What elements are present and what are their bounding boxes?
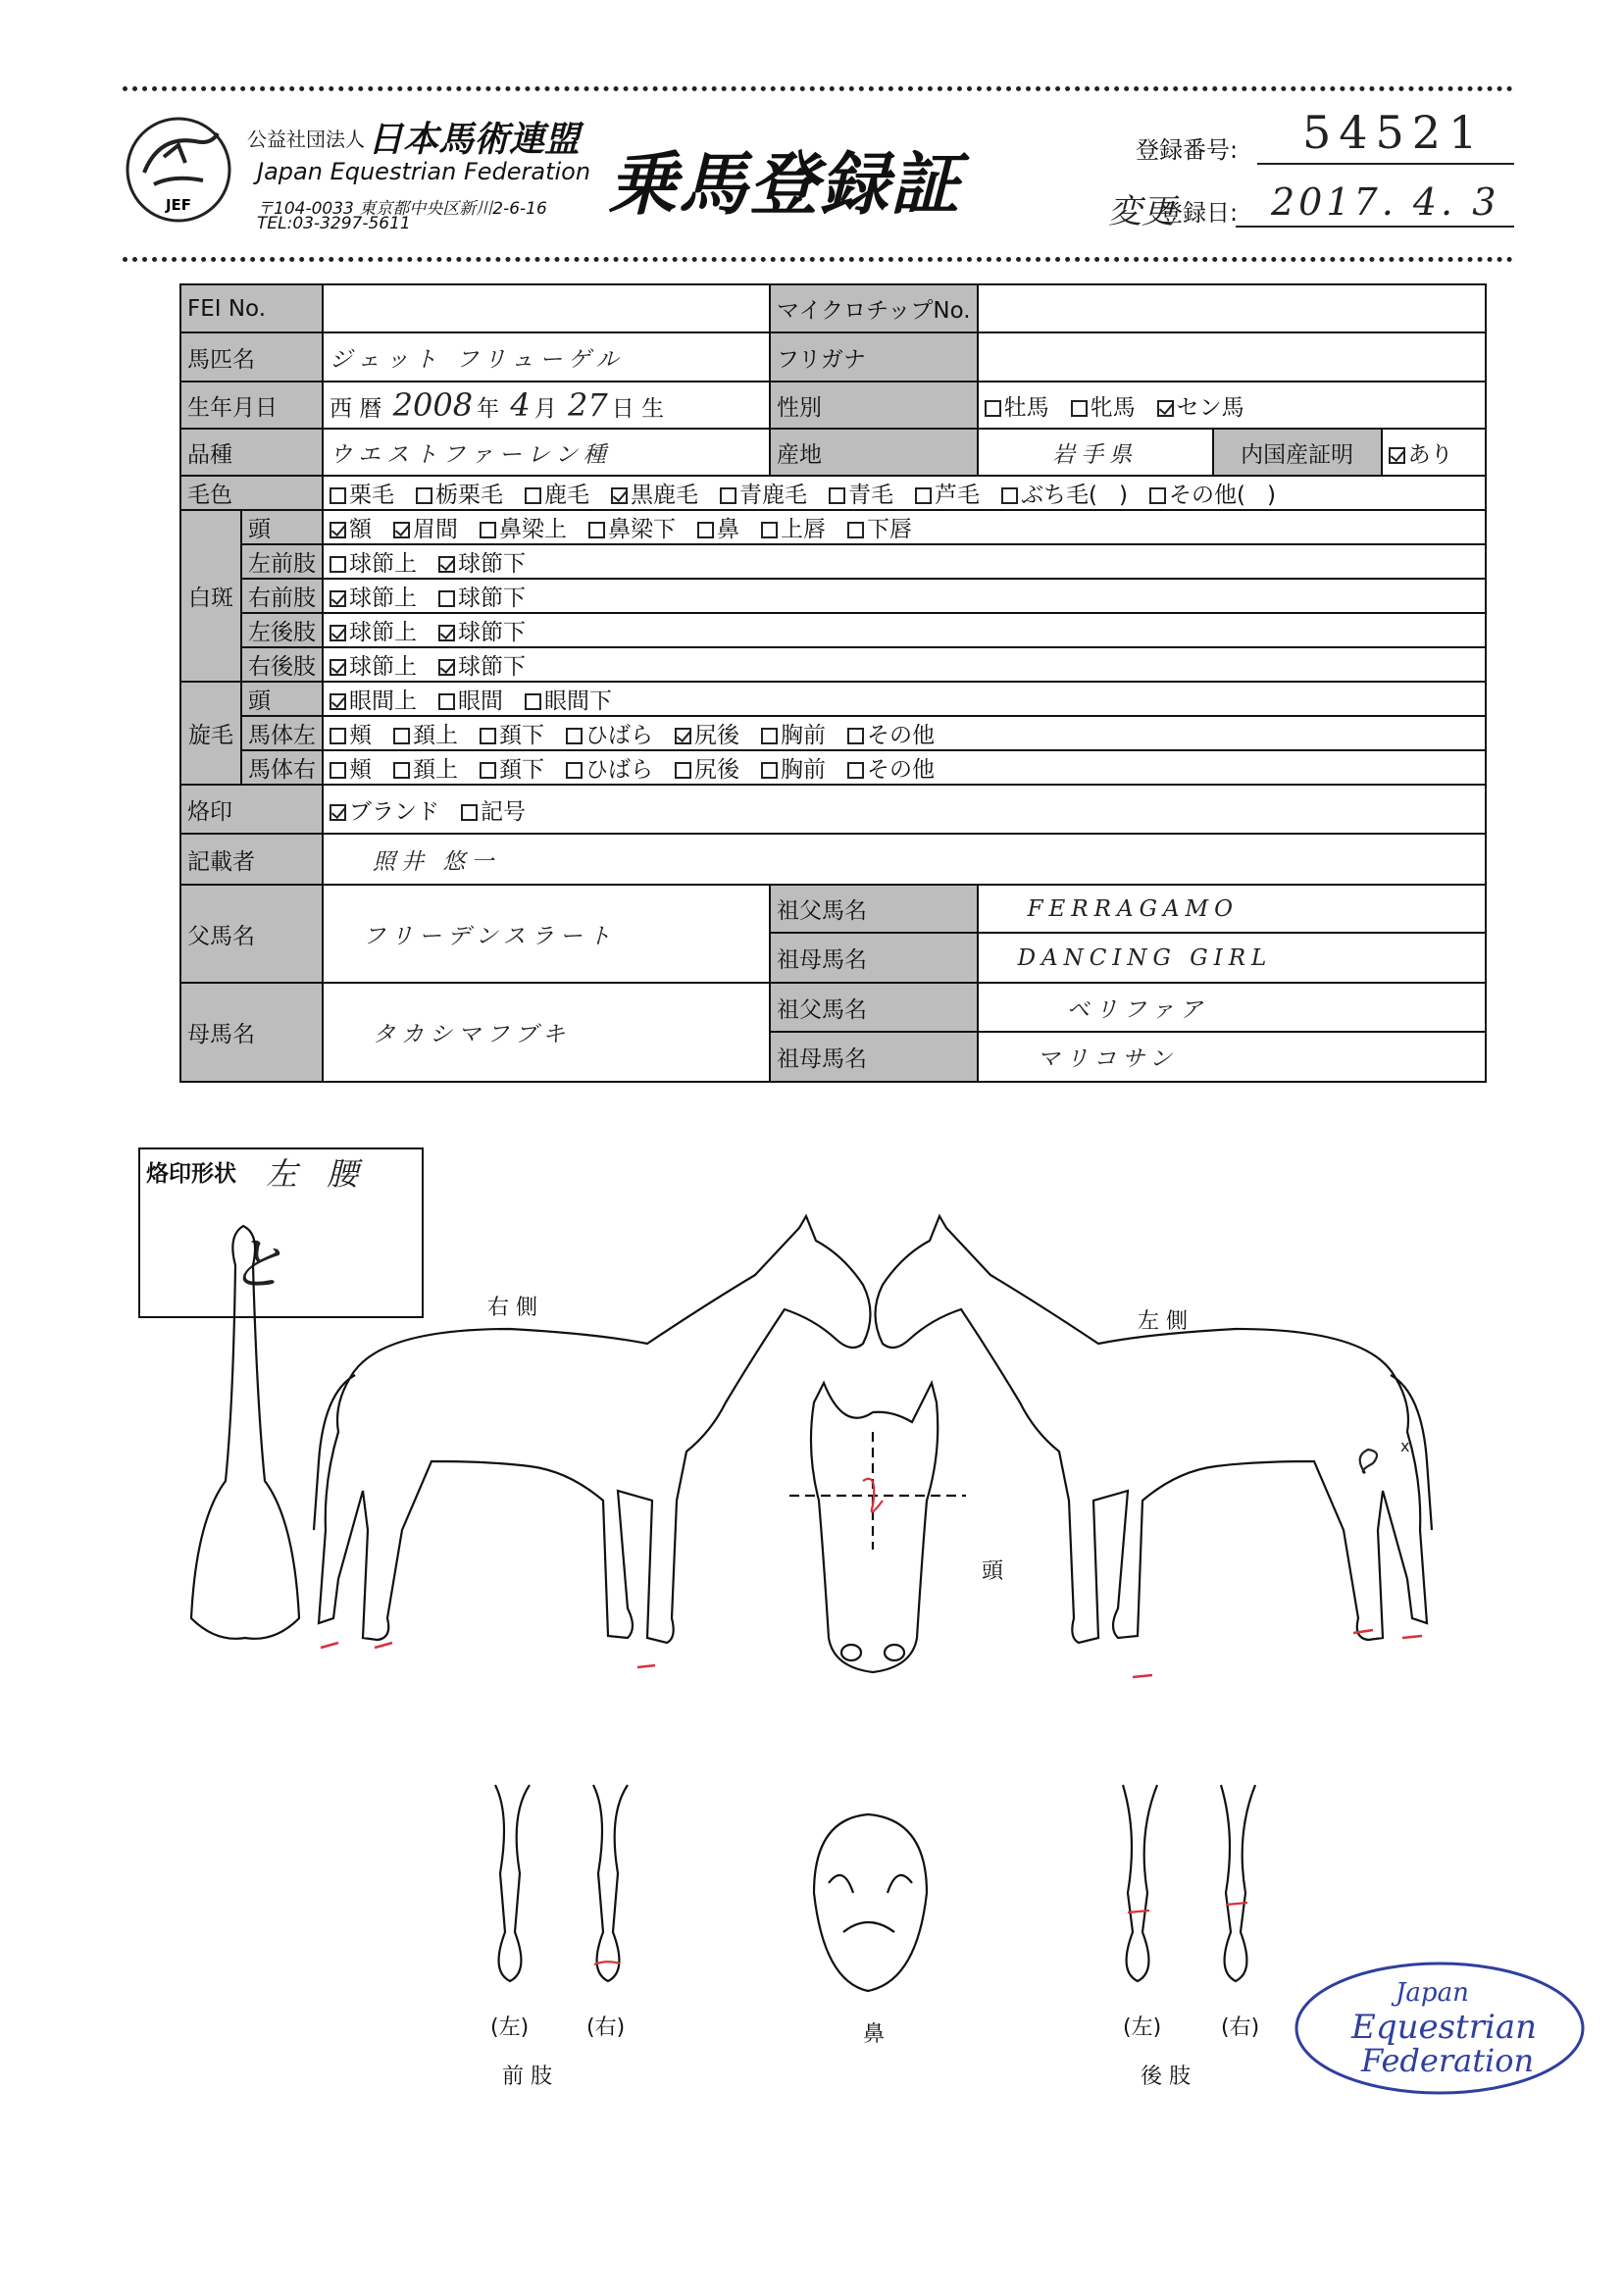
row-white-rh: [180, 647, 1486, 682]
brand-shape-position: 左 腰: [266, 1155, 369, 1193]
name-value[interactable]: ジェット フリューゲル: [323, 332, 770, 382]
sex-option-2[interactable]: [1157, 395, 1244, 421]
whorl-2-option-label: 頚下: [499, 757, 544, 783]
whorl-1-option-4[interactable]: [675, 723, 739, 748]
color-option-label: 青鹿毛: [739, 483, 807, 508]
dam-value[interactable]: タカシマフブキ: [323, 983, 770, 1082]
label-hind-left: (左): [1123, 2015, 1162, 2040]
leg-markings: [321, 1630, 1422, 1677]
whorl-1-option-label: 胸前: [781, 723, 826, 748]
white-0-option-6[interactable]: [847, 517, 912, 542]
whorl-part-2: 馬体右: [241, 750, 323, 785]
white-0-option-label: 眉間: [413, 517, 458, 542]
color-checkbox-0[interactable]: [330, 487, 346, 504]
white-part-4: 右後肢: [241, 647, 323, 682]
whorl-2-option-label: その他: [867, 757, 935, 783]
whorl-1-option-label: その他: [867, 723, 935, 748]
brand-options[interactable]: [323, 785, 1486, 834]
chip-label: マイクロチップNo.: [770, 284, 978, 332]
sire-gsire-value[interactable]: FERRAGAMO: [978, 885, 1486, 933]
whorl-0-checkbox-0[interactable]: [330, 693, 346, 710]
sex-option-label: 牝馬: [1090, 394, 1136, 421]
brand-checkbox-0[interactable]: [330, 804, 346, 821]
sire-gsire-label: 祖父馬名: [770, 885, 978, 933]
label-nose: 鼻: [863, 2022, 886, 2047]
white-part-3: 左後肢: [241, 613, 323, 647]
white-0-option-label: 下唇: [867, 517, 912, 542]
row-whorl-head: [180, 682, 1486, 716]
sire-label: 父馬名: [180, 885, 323, 983]
horse-right-side: [314, 1216, 871, 1643]
whorl-2-checkbox-6[interactable]: [847, 762, 864, 779]
whorl-0-checkbox-2[interactable]: [525, 693, 541, 710]
name-label: 馬匹名: [180, 332, 323, 382]
row-whorl-left: [180, 716, 1486, 750]
birth-era: 西 暦: [330, 396, 382, 422]
white-options-3[interactable]: [323, 613, 1486, 647]
breed-value[interactable]: ウエストファーレン種: [323, 429, 770, 476]
white-1-option-0[interactable]: [330, 551, 417, 577]
whorl-1-option-3[interactable]: [566, 723, 653, 748]
row-writer: [180, 834, 1486, 885]
color-option-label: 青毛: [848, 483, 893, 508]
white-0-checkbox-0[interactable]: [330, 522, 346, 538]
white-0-checkbox-6[interactable]: [847, 522, 864, 538]
white-options-2[interactable]: [323, 579, 1486, 613]
color-checkbox-3[interactable]: [611, 487, 628, 504]
label-hind-right: (右): [1221, 2015, 1260, 2040]
dam-gsire-value[interactable]: ベリファア: [978, 983, 1486, 1032]
whorl-options-2[interactable]: [323, 750, 1486, 785]
whorl-2-option-4[interactable]: [675, 757, 739, 783]
color-option-3[interactable]: [611, 483, 698, 508]
color-option-label: 栃栗毛: [435, 483, 503, 508]
row-color: [180, 476, 1486, 510]
reg-no-underline: [1257, 163, 1514, 165]
whorl-2-option-label: 尻後: [694, 757, 739, 783]
birth-year-suffix: 年: [477, 396, 500, 422]
whorl-1-checkbox-1[interactable]: [393, 728, 410, 744]
white-4-option-1[interactable]: [438, 654, 526, 680]
white-1-option-1[interactable]: [438, 551, 526, 577]
white-3-checkbox-0[interactable]: [330, 625, 346, 641]
chip-value[interactable]: [978, 284, 1486, 332]
white-0-option-label: 上唇: [781, 517, 826, 542]
row-birth: [180, 382, 1486, 429]
birth-day-suffix: 日 生: [611, 396, 665, 422]
origin-value[interactable]: 岩手県: [978, 429, 1213, 476]
writer-label: 記載者: [180, 834, 323, 885]
row-dam-1: [180, 983, 1486, 1032]
horse-top-view: [191, 1226, 299, 1639]
domestic-option-label: あり: [1407, 441, 1453, 468]
top-dotted-rule: [123, 86, 1513, 91]
whorl-2-option-0[interactable]: [330, 757, 372, 783]
label-right-side: 右 側: [487, 1296, 537, 1320]
document-title: 乗馬登録証: [608, 144, 961, 225]
domestic-option[interactable]: [1382, 429, 1486, 476]
whorl-0-option-label: 眼間下: [544, 688, 612, 714]
brand-shape-label: 烙印形状: [146, 1161, 236, 1187]
sex-options[interactable]: [978, 382, 1486, 429]
white-0-checkbox-2[interactable]: [480, 522, 496, 538]
color-option-8[interactable]: [1119, 483, 1128, 508]
row-white-lh: [180, 613, 1486, 647]
front-legs: [495, 1785, 628, 1981]
whorl-2-checkbox-1[interactable]: [393, 762, 410, 779]
sex-option-label: セン馬: [1176, 394, 1244, 421]
whorl-2-checkbox-3[interactable]: [566, 762, 583, 779]
color-option-1[interactable]: [416, 483, 503, 508]
sex-option-label: 牡馬: [1003, 394, 1049, 421]
label-front-left: (左): [490, 2015, 530, 2040]
color-checkbox-1[interactable]: [416, 487, 432, 504]
color-option-label: 栗毛: [349, 483, 394, 508]
row-white-rf: [180, 579, 1486, 613]
row-whorl-right: [180, 750, 1486, 785]
whorl-1-option-label: 頚下: [499, 723, 544, 748]
dam-gdam-label: 祖母馬名: [770, 1032, 978, 1082]
logo-text: JEF: [165, 196, 192, 214]
domestic-checkbox[interactable]: [1389, 447, 1405, 464]
row-name: [180, 332, 1486, 382]
whorl-options-0[interactable]: [323, 682, 1486, 716]
domestic-label: 内国産証明: [1213, 429, 1382, 476]
hind-legs: [1123, 1785, 1255, 1981]
color-option-6[interactable]: [915, 483, 980, 508]
white-2-option-0[interactable]: [330, 586, 417, 611]
white-options-1[interactable]: [323, 544, 1486, 579]
color-option-4[interactable]: [720, 483, 807, 508]
color-option-0[interactable]: [330, 483, 394, 508]
white-0-option-2[interactable]: [480, 517, 567, 542]
whorl-label: 旋毛: [180, 682, 241, 785]
white-0-checkbox-5[interactable]: [761, 522, 778, 538]
registration-table: [179, 283, 1487, 1083]
white-0-checkbox-3[interactable]: [588, 522, 605, 538]
sire-gdam-label: 祖母馬名: [770, 933, 978, 983]
reg-date-prefix: 変更: [1108, 192, 1175, 231]
furigana-label: フリガナ: [770, 332, 978, 382]
whorl-1-option-0[interactable]: [330, 723, 372, 748]
brand-option-0[interactable]: [330, 799, 439, 825]
color-checkbox-5[interactable]: [829, 487, 845, 504]
row-breed: [180, 429, 1486, 476]
white-1-checkbox-0[interactable]: [330, 556, 346, 573]
whorl-0-option-2[interactable]: [525, 688, 612, 714]
whorl-2-checkbox-4[interactable]: [675, 762, 691, 779]
birth-year: 2008: [392, 386, 474, 424]
whorl-2-option-1[interactable]: [393, 757, 458, 783]
color-option-9[interactable]: [1149, 483, 1245, 508]
whorl-2-checkbox-5[interactable]: [761, 762, 778, 779]
color-option-label: ): [1118, 483, 1128, 508]
whorl-2-checkbox-2[interactable]: [480, 762, 496, 779]
white-part-2: 右前肢: [241, 579, 323, 613]
color-option-label: ぶち毛(: [1021, 483, 1097, 508]
whorl-2-option-label: 頚上: [413, 757, 458, 783]
horse-nose: [814, 1814, 927, 1991]
whorl-1-checkbox-0[interactable]: [330, 728, 346, 744]
origin-label: 産地: [770, 429, 978, 476]
white-2-checkbox-1[interactable]: [438, 590, 455, 607]
whorl-1-checkbox-3[interactable]: [566, 728, 583, 744]
color-option-label: その他(: [1168, 483, 1245, 508]
white-4-option-0[interactable]: [330, 654, 417, 680]
whorl-1-option-6[interactable]: [847, 723, 935, 748]
whorl-2-option-label: 頬: [349, 757, 372, 783]
reg-date-label: 登録日:: [1159, 199, 1239, 227]
whorl-1-checkbox-4[interactable]: [675, 728, 691, 744]
white-0-option-label: 鼻梁上: [499, 517, 567, 542]
white-1-option-label: 球節上: [349, 551, 417, 577]
color-option-label: 芦毛: [935, 483, 980, 508]
whorl-1-checkbox-2[interactable]: [480, 728, 496, 744]
whorl-2-option-2[interactable]: [480, 757, 544, 783]
reg-date-underline: [1236, 226, 1514, 228]
whorl-1-option-5[interactable]: [761, 723, 826, 748]
writer-value[interactable]: 照井 悠一: [323, 834, 1486, 885]
whorl-0-option-1[interactable]: [438, 688, 503, 714]
white-4-checkbox-0[interactable]: [330, 659, 346, 676]
label-head: 頭: [982, 1559, 1004, 1584]
brand-label: 烙印: [180, 785, 323, 834]
fei-value[interactable]: [323, 284, 770, 332]
fei-label: FEI No.: [180, 284, 323, 332]
whorl-part-0: 頭: [241, 682, 323, 716]
dam-label: 母馬名: [180, 983, 323, 1082]
white-0-option-5[interactable]: [761, 517, 826, 542]
color-option-label: 鹿毛: [544, 483, 589, 508]
label-hind-caption: 後 肢: [1141, 2065, 1191, 2089]
org-type: 公益社団法人: [247, 127, 365, 151]
whorl-1-option-label: 頚上: [413, 723, 458, 748]
whorl-0-checkbox-1[interactable]: [438, 693, 455, 710]
white-0-option-3[interactable]: [588, 517, 676, 542]
white-2-option-label: 球節下: [458, 586, 526, 611]
org-name-ja: 日本馬術連盟: [368, 120, 581, 160]
white-0-option-label: 鼻梁下: [608, 517, 676, 542]
white-3-checkbox-1[interactable]: [438, 625, 455, 641]
white-0-option-4[interactable]: [697, 517, 739, 542]
whorl-2-option-5[interactable]: [761, 757, 826, 783]
sex-option-0[interactable]: [985, 395, 1049, 421]
dam-gdam-value[interactable]: マリコサン: [978, 1032, 1486, 1082]
label-front-caption: 前 肢: [502, 2065, 552, 2089]
white-1-checkbox-1[interactable]: [438, 556, 455, 573]
row-fei: [180, 284, 1486, 332]
white-4-option-label: 球節上: [349, 654, 417, 680]
color-options[interactable]: [323, 476, 1486, 510]
white-label: 白斑: [180, 510, 241, 682]
birth-label: 生年月日: [180, 382, 323, 429]
whorl-options-1[interactable]: [323, 716, 1486, 750]
whorl-part-1: 馬体左: [241, 716, 323, 750]
white-2-option-label: 球節上: [349, 586, 417, 611]
horse-head-front: [789, 1383, 966, 1672]
birth-value[interactable]: [323, 382, 770, 429]
white-0-option-label: 額: [349, 517, 372, 542]
color-checkbox-2[interactable]: [525, 487, 541, 504]
whorl-x-mark: x: [1400, 1437, 1410, 1455]
sire-gdam-value[interactable]: DANCING GIRL: [978, 933, 1486, 983]
brand-option-1[interactable]: [461, 799, 526, 825]
white-3-option-label: 球節上: [349, 620, 417, 645]
color-option-2[interactable]: [525, 483, 589, 508]
color-checkbox-9[interactable]: [1149, 487, 1166, 504]
birth-month: 4: [510, 386, 531, 424]
whorl-2-option-3[interactable]: [566, 757, 653, 783]
white-0-option-0[interactable]: [330, 517, 372, 542]
color-option-7[interactable]: [1001, 483, 1097, 508]
white-4-checkbox-1[interactable]: [438, 659, 455, 676]
sex-option-1[interactable]: [1071, 395, 1136, 421]
sex-checkbox-0[interactable]: [985, 400, 1001, 417]
white-3-option-label: 球節下: [458, 620, 526, 645]
stamp-line-2: Equestrian: [1351, 2008, 1538, 2047]
white-options-0[interactable]: [323, 510, 1486, 544]
jef-stamp: [1293, 1960, 1587, 2097]
sex-label: 性別: [770, 382, 978, 429]
color-option-label: ): [1266, 483, 1276, 508]
birth-day: 27: [568, 386, 608, 424]
color-checkbox-6[interactable]: [915, 487, 932, 504]
brand-option-label: 記号: [481, 798, 526, 825]
whorl-2-option-label: ひばら: [585, 757, 653, 783]
reg-no-label: 登録番号:: [1136, 136, 1239, 164]
furigana-value[interactable]: [978, 332, 1486, 382]
horse-left-side: [876, 1216, 1433, 1643]
row-sire-1: [180, 885, 1486, 933]
label-left-side: 左 側: [1138, 1309, 1188, 1334]
whorl-1-option-1[interactable]: [393, 723, 458, 748]
white-2-checkbox-0[interactable]: [330, 590, 346, 607]
white-part-1: 左前肢: [241, 544, 323, 579]
whorl-0-option-label: 眼間上: [349, 688, 417, 714]
whorl-2-option-6[interactable]: [847, 757, 935, 783]
whorl-1-option-label: 頬: [349, 723, 372, 748]
row-white-head: [180, 510, 1486, 544]
bottom-dotted-rule: [123, 257, 1513, 262]
white-2-option-1[interactable]: [438, 586, 526, 611]
color-option-5[interactable]: [829, 483, 893, 508]
color-option-10[interactable]: [1267, 483, 1276, 508]
whorl-2-option-label: 胸前: [781, 757, 826, 783]
white-3-option-1[interactable]: [438, 620, 526, 645]
brand-option-label: ブランド: [349, 798, 439, 825]
white-0-option-label: 鼻: [717, 517, 739, 542]
row-white-lf: [180, 544, 1486, 579]
whorl-1-option-label: 尻後: [694, 723, 739, 748]
whorl-1-checkbox-5[interactable]: [761, 728, 778, 744]
dam-gsire-label: 祖父馬名: [770, 983, 978, 1032]
sex-checkbox-1[interactable]: [1071, 400, 1088, 417]
jef-logo: [125, 116, 232, 224]
stamp-line-1: Japan: [1396, 1978, 1469, 2008]
birth-month-suffix: 月: [533, 396, 557, 422]
brand-shape-mark: と: [228, 1231, 286, 1298]
horse-diagram: [0, 1206, 1624, 2089]
white-part-0: 頭: [241, 510, 323, 544]
color-label: 毛色: [180, 476, 323, 510]
white-1-option-label: 球節下: [458, 551, 526, 577]
breed-label: 品種: [180, 429, 323, 476]
color-option-label: 黒鹿毛: [631, 483, 698, 508]
white-0-checkbox-4[interactable]: [697, 522, 714, 538]
white-options-4[interactable]: [323, 647, 1486, 682]
org-address: 〒104-0033 東京都中央区新川2-6-16: [257, 199, 547, 219]
reg-date-value: 2017. 4. 3: [1271, 180, 1500, 224]
sire-value[interactable]: フリーデンスラート: [323, 885, 770, 983]
brand-checkbox-1[interactable]: [461, 804, 478, 821]
label-front-right: (右): [586, 2015, 626, 2040]
sex-checkbox-2[interactable]: [1157, 400, 1174, 417]
whorl-1-checkbox-6[interactable]: [847, 728, 864, 744]
color-checkbox-7[interactable]: [1001, 487, 1018, 504]
stamp-line-3: Federation: [1361, 2042, 1535, 2079]
color-checkbox-4[interactable]: [720, 487, 736, 504]
white-0-option-1[interactable]: [393, 517, 458, 542]
whorl-1-option-label: ひばら: [585, 723, 653, 748]
white-4-option-label: 球節下: [458, 654, 526, 680]
org-name-en: Japan Equestrian Federation: [257, 158, 591, 185]
reg-no-value: 54521: [1302, 106, 1486, 159]
white-3-option-0[interactable]: [330, 620, 417, 645]
whorl-0-option-0[interactable]: [330, 688, 417, 714]
whorl-2-checkbox-0[interactable]: [330, 762, 346, 779]
row-brand: [180, 785, 1486, 834]
org-tel: TEL:03-3297-5611: [257, 214, 411, 233]
whorl-1-option-2[interactable]: [480, 723, 544, 748]
whorl-0-option-label: 眼間: [458, 688, 503, 714]
white-0-checkbox-1[interactable]: [393, 522, 410, 538]
